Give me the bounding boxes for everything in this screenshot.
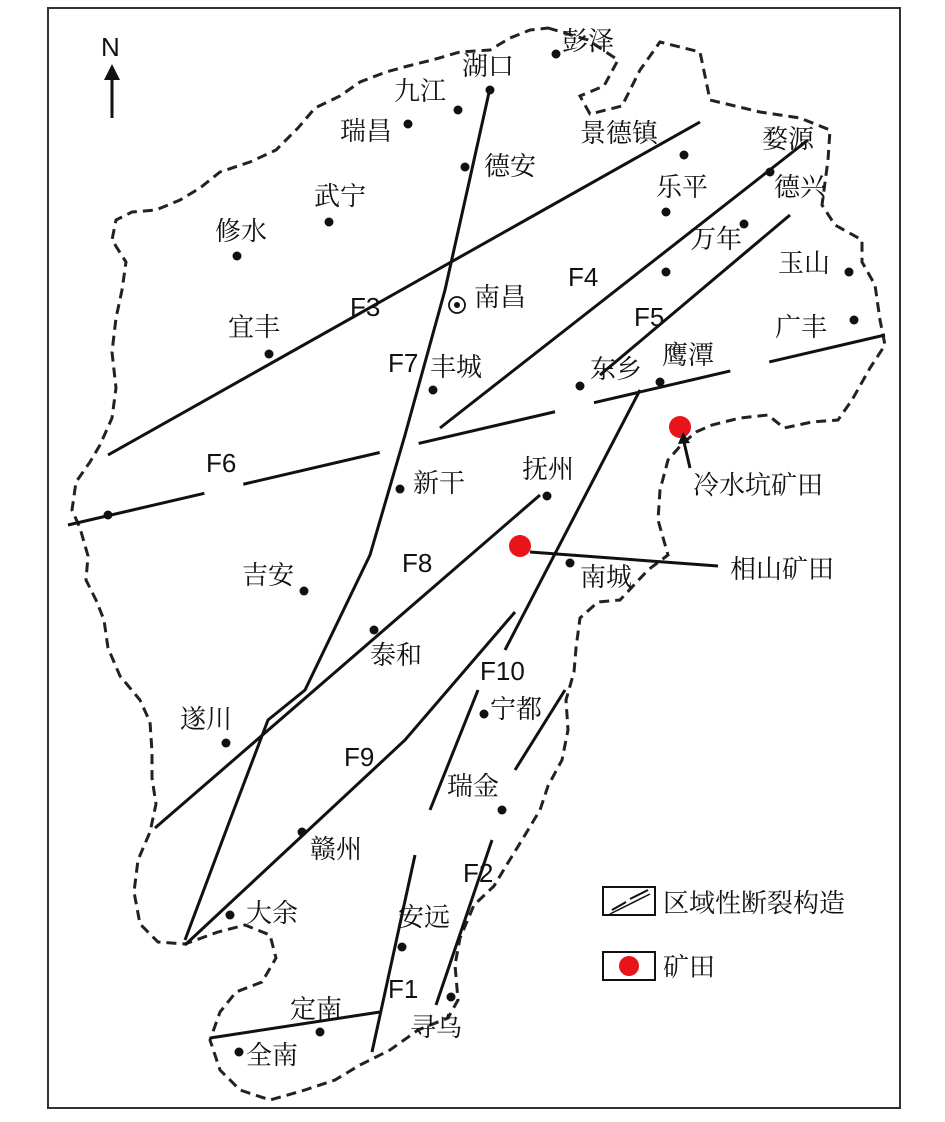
orefield-lengshuikeng-label: 冷水坑矿田: [693, 471, 824, 501]
fault-label-f1: F1: [388, 974, 419, 1004]
orefield-xiangshan-marker: [509, 535, 531, 557]
city-ruichang: 瑞昌: [340, 117, 393, 147]
city-suichuan: 遂川: [180, 705, 233, 735]
legend-orefield-label: 矿田: [663, 953, 716, 983]
north-label: N: [101, 32, 120, 62]
city-hukou: 湖口: [462, 52, 515, 82]
city-leping: 乐平: [656, 173, 709, 203]
fault-f10: [505, 390, 640, 650]
fault-f7: [185, 88, 490, 940]
city-anyuan: 安远: [398, 903, 451, 933]
city-ganzhou: 赣州: [310, 835, 363, 865]
city-wuyuan: 婺源: [762, 125, 815, 155]
city-xiushui: 修水: [215, 217, 268, 247]
city-dingnan: 定南: [290, 995, 343, 1025]
city-nanchang: 南昌: [474, 283, 527, 313]
fault-label-f2: F2: [463, 858, 494, 888]
city-nancheng: 南城: [580, 563, 633, 593]
legend-fault-label: 区域性断裂构造: [663, 889, 846, 919]
fault-label-f7: F7: [388, 348, 419, 378]
city-pengze: 彭泽: [562, 27, 615, 57]
city-dongxiang: 东乡: [590, 355, 643, 385]
nanchang-capital-icon: [449, 297, 465, 313]
fault-f1: [372, 855, 415, 1052]
city-yushan: 玉山: [778, 249, 831, 279]
city-xingan: 新干: [413, 469, 466, 499]
city-jian: 吉安: [242, 561, 295, 591]
city-dayu: 大余: [246, 899, 299, 929]
legend: [603, 887, 845, 983]
orefields: [509, 416, 834, 585]
city-dexing: 德兴: [774, 173, 827, 203]
fault-label-f5: F5: [634, 302, 665, 332]
city-fuzhou: 抚州: [522, 455, 575, 485]
city-jiujiang: 九江: [394, 77, 447, 107]
city-wannian: 万年: [690, 225, 743, 255]
fault-label-f4: F4: [568, 262, 599, 292]
orefield-lengshuikeng-marker: [669, 416, 691, 438]
city-jingdezhen: 景德镇: [580, 119, 659, 149]
orefield-lengshuikeng-pointer: [684, 442, 690, 468]
city-xunwu: 寻乌: [410, 1013, 463, 1043]
city-ningdu: 宁都: [490, 695, 543, 725]
fault-f3: [108, 122, 700, 455]
city-yingtan: 鹰潭: [662, 341, 715, 371]
legend-orefield-dot: [619, 956, 639, 976]
city-quannan: 全南: [246, 1041, 299, 1071]
city-taihe: 泰和: [370, 641, 423, 671]
fault-label-f8: F8: [402, 548, 433, 578]
city-fengcheng: 丰城: [430, 353, 483, 383]
city-wuning: 武宁: [314, 182, 367, 212]
north-arrow: [101, 32, 120, 118]
city-yifeng: 宜丰: [228, 313, 281, 343]
city-dean: 德安: [484, 152, 537, 182]
fault-label-f6: F6: [206, 448, 237, 478]
orefield-xiangshan-label: 相山矿田: [730, 555, 835, 585]
city-guangfeng: 广丰: [775, 313, 828, 343]
fault-label-f10: F10: [480, 656, 525, 686]
fault-label-f3: F3: [350, 292, 381, 322]
fault-label-f9: F9: [344, 742, 375, 772]
city-ruijin: 瑞金: [447, 772, 500, 802]
